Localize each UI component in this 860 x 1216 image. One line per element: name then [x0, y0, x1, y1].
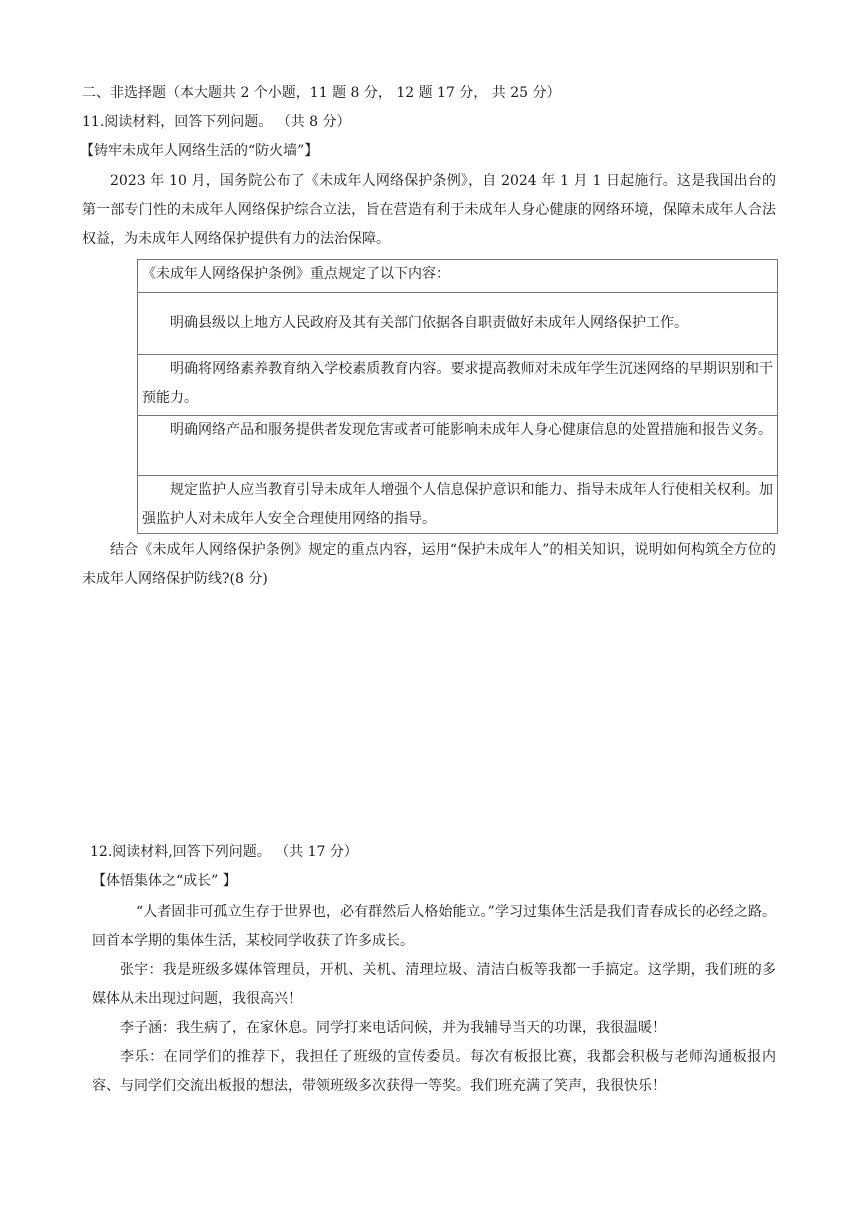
question-12-subtitle: 【体悟集体之“成长” 】 — [92, 873, 237, 889]
student-statement: 李子涵：我生病了，在家休息。同学打来电话问候，并为我辅导当天的功课，我很温暖！ — [120, 1020, 666, 1036]
student-statement: 张宇：我是班级多媒体管理员，开机、关机、清理垃圾、清洁白板等我都一手搞定。这学期，我们班的多媒体从未出现过问题，我很高兴！ — [92, 962, 776, 1007]
question-11-prompt: 结合《未成年人网络保护条例》规定的重点内容，运用“保护未成年人”的相关知识，说明如何构筑全方位的未成年人网络保护防线?(8 分) — [82, 542, 776, 587]
regulation-table — [137, 259, 778, 534]
table-row — [138, 354, 777, 415]
section-heading: 二、非选择题（本大题共 2 个小题，11 题 8 分， 12 题 17 分， 共 25 分） — [82, 85, 561, 101]
student-statement: 李乐：在同学们的推荐下，我担任了班级的宣传委员。每次有板报比赛，我都会积极与老师沟通板报内容、与同学们交流出板报的想法，带领班级多次获得一等奖。我们班充满了笑声，我很快乐！ — [92, 1049, 776, 1094]
table-header-row — [138, 260, 777, 292]
table-row — [138, 292, 777, 354]
question-11-title: 11.阅读材料，回答下列问题。 （共 8 分） — [82, 114, 351, 130]
table-row-text: 明确网络产品和服务提供者发现危害或者可能影响未成年人身心健康信息的处置措施和报告义务。 — [170, 422, 772, 438]
table-row-text: 明确将网络素养教育纳入学校素质教育内容。要求提高教师对未成年学生沉迷网络的早期识别和干预能力。 — [142, 361, 773, 406]
question-11-subtitle: 【铸牢未成年人网络生活的“防火墙”】 — [80, 143, 319, 159]
question-12-intro: “人者固非可孤立生存于世界也，必有群然后人格始能立。”学习过集体生活是我们青春成长的必经之路。回首本学期的集体生活，某校同学收获了许多成长。 — [92, 904, 776, 949]
table-row-text: 规定监护人应当教育引导未成年人增强个人信息保护意识和能力、指导未成年人行使相关权利。加强监护人对未成年人安全合理使用网络的指导。 — [142, 482, 773, 527]
table-row — [138, 415, 777, 475]
question-12-title: 12.阅读材料,回答下列问题。 （共 17 分） — [90, 844, 358, 860]
table-row-text: 明确县级以上地方人民政府及其有关部门依据各自职责做好未成年人网络保护工作。 — [170, 315, 688, 331]
table-header-text: 《未成年人网络保护条例》重点规定了以下内容： — [142, 266, 450, 282]
table-row — [138, 475, 777, 534]
question-11-intro: 2023 年 10 月，国务院公布了《未成年人网络保护条例》，自 2024 年 1 月 1 日起施行。这是我国出台的第一部专门性的未成年人网络保护综合立法，旨在营造有利于未成年人身心健康的网络环境，保障未成年人合法权益，为未成年人网络保护提供有力的法治保障。 — [82, 173, 776, 247]
